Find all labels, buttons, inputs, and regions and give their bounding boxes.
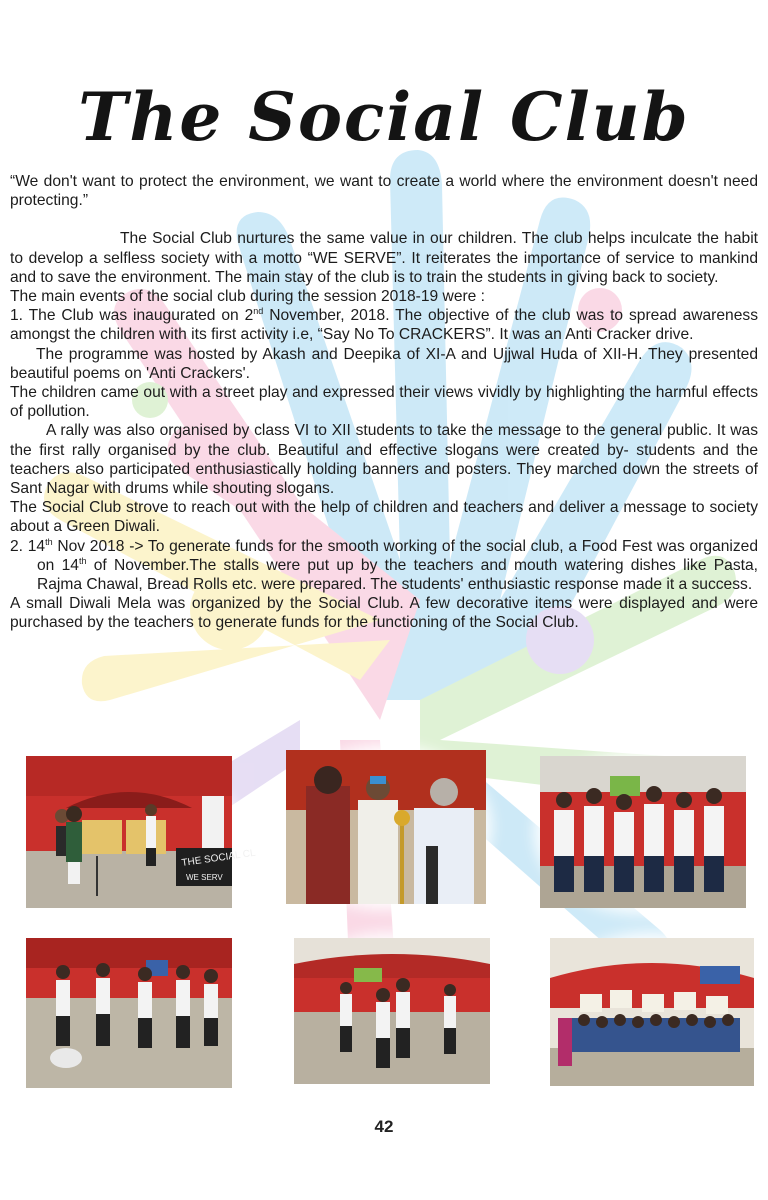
event-1-text-a: 1. The Club was inaugurated on 2 xyxy=(10,307,254,325)
photo-courtyard-rally xyxy=(294,938,490,1084)
banner-text-we-serve: WE SERV xyxy=(186,873,223,882)
article-body xyxy=(10,172,758,633)
intro-paragraph: The Social Club nurtures the same value in our children. The club helps inculcate the habit to develop a selfless society with a motto “WE SERVE”. It reiterates the importance of service to mankind and to save the environment. The main stay of the club is to train the students in giving back to society. xyxy=(10,230,758,286)
diwali-mela-paragraph: A small Diwali Mela was organized by the Social Club. A few decorative items were displayed and were purchased by the teachers to generate funds for the functioning of the Social Club. xyxy=(10,595,758,632)
event-2-paragraph xyxy=(10,537,758,595)
event-2-text-c: of November.The stalls were put up by the teachers and mouth watering dishes like Pasta, Rajma Chawal, Bread Rolls etc. were prepared. The students' enthusiastic response made it a success. xyxy=(37,556,758,594)
photo-group-placards xyxy=(550,938,754,1086)
event-2-text-a: 2. 14 xyxy=(10,537,46,555)
rally-paragraph: A rally was also organised by class VI to XII students to take the message to the general public. It was the first rally organised by the club. Beautiful and effective slogans were created by- students and the teachers also participated enthusiastically holding banners and posters. They marched down the streets of Sant Nagar with drums while shouting slogans. xyxy=(10,422,758,498)
event-2-superscript-2: th xyxy=(78,555,87,566)
events-heading: The main events of the social club during the session 2018-19 were : xyxy=(10,288,486,306)
street-play-paragraph: The children came out with a street play and expressed their views vividly by highlighting the harmful effects of pollution. xyxy=(10,384,758,421)
event-2-superscript-1: th xyxy=(45,536,53,547)
event-1-text-b: November, 2018. The objective of the club was to spread awareness amongst the children with its first activity i.e, “Say No To CRACKERS”. It was an Anti Cracker drive. xyxy=(10,307,758,344)
programme-paragraph: The programme was hosted by Akash and Deepika of XI-A and Ujjwal Huda of XII-H. They presented beautiful poems on 'Anti Crackers'. xyxy=(10,345,758,382)
photo-lamp-lighting xyxy=(286,750,486,904)
photo-student-pledge xyxy=(540,756,746,908)
page-number: 42 xyxy=(374,1117,394,1136)
photo-street-play xyxy=(26,938,232,1088)
page-title: The Social Club xyxy=(78,78,690,156)
green-diwali-paragraph: The Social Club strove to reach out with the help of children and teachers and deliver a message to society about a Green Diwali. xyxy=(10,499,758,536)
event-1-superscript: nd xyxy=(253,306,264,317)
event-1-paragraph xyxy=(10,306,758,344)
event-2-text-b: Nov 2018 -> To generate funds for the smooth working of the social club, a Food Fest was organized on 14 xyxy=(37,537,758,574)
photo-inauguration-speech xyxy=(26,756,257,908)
opening-quote: “We don't want to protect the environment, we want to create a world where the environment doesn't need protecting.” xyxy=(10,173,758,210)
banner-text-social-club: THE SOCIAL CL xyxy=(180,847,257,869)
